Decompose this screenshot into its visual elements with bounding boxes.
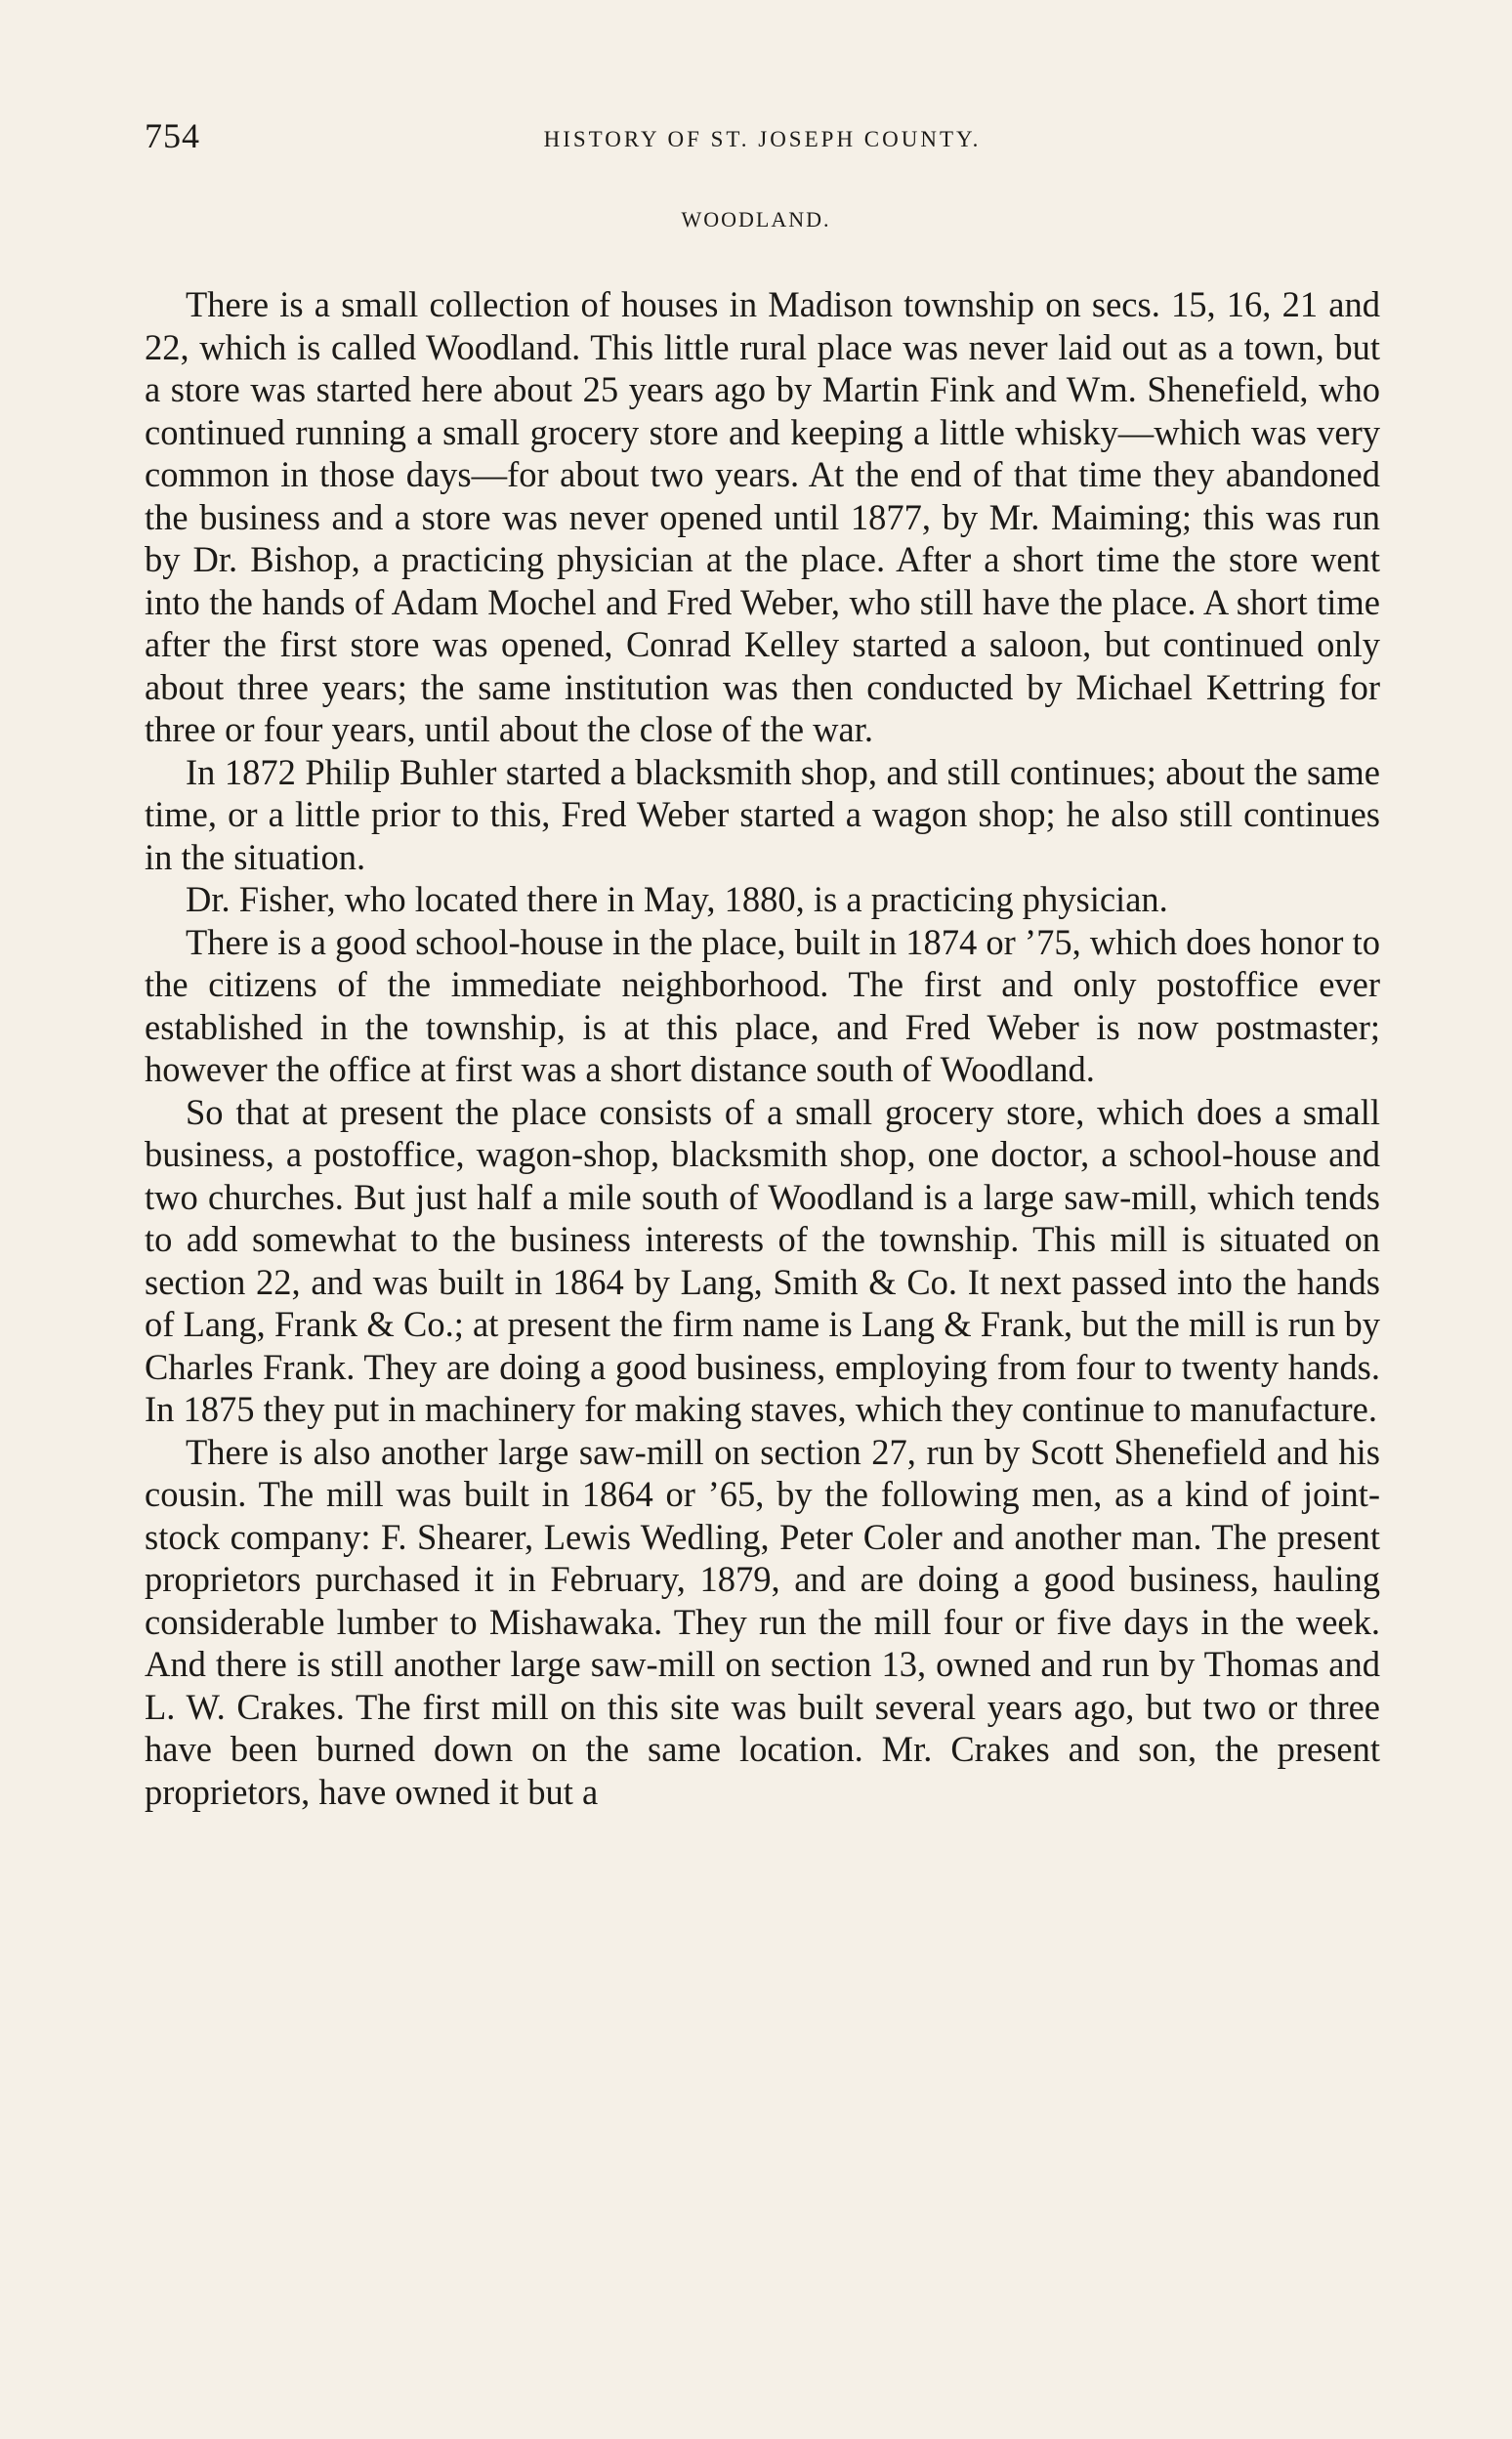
- section-heading: WOODLAND.: [681, 207, 831, 231]
- paragraph: There is a good school-house in the place, built in 1874 or ’75, which does honor to the citizens of the immediate neighborhood. The first and only postoffice ever established in the township, is at this place, and Fred Weber is now postmaster; however the office at first was a short distance south of Woodland.: [145, 921, 1380, 1089]
- paragraph: In 1872 Philip Buhler started a blacksmith shop, and still continues; about the same time, or a little prior to this, Fred Weber started a wagon shop; he also still continues in the situation.: [145, 751, 1380, 877]
- paragraph: Dr. Fisher, who located there in May, 1880, is a practicing physician.: [186, 879, 1168, 919]
- body-text: [145, 283, 1380, 1813]
- page-header: [145, 115, 1380, 164]
- paragraph: There is a small collection of houses in Madison township on secs. 15, 16, 21 and 22, which is called Woodland. This little rural place was never laid out as a town, but a store was started here about 25 years ago by Martin Fink and Wm. Shenefield, who continued running a small grocery store and keeping a little whisky—which was very common in those days—for about two years. At the end of that time they abandoned the business and a store was never opened until 1877, by Mr. Maiming; this was run by Dr. Bishop, a practicing physician at the place. After a short time the store went into the hands of Adam Mochel and Fred Weber, who still have the place. A short time after the first store was opened, Conrad Kelley started a saloon, but continued only about three years; the same institution was then conducted by Michael Kettring for three or four years, until about the close of the war.: [145, 284, 1380, 749]
- page-number: 754: [145, 116, 200, 155]
- paragraph: So that at present the place consists of a small grocery store, which does a small business, a postoffice, wagon-shop, blacksmith shop, one doctor, a school-house and two churches. But just half a mile south of Woodland is a large saw-mill, which tends to add somewhat to the business interests of the township. This mill is situated on section 22, and was built in 1864 by Lang, Smith & Co. It next passed into the hands of Lang, Frank & Co.; at present the firm name is Lang & Frank, but the mill is run by Charles Frank. They are doing a good business, employing from four to twenty hands. In 1875 they put in machinery for making staves, which they continue to manufacture.: [145, 1091, 1380, 1429]
- running-title: HISTORY OF ST. JOSEPH COUNTY.: [543, 127, 982, 151]
- paragraph: There is also another large saw-mill on section 27, run by Scott Shenefield and his cousin. The mill was built in 1864 or ’65, by the following men, as a kind of joint-stock company: F. Shearer, Lewis Wedling, Peter Coler and another man. The present proprietors purchased it in February, 1879, and are doing a good business, hauling considerable lumber to Mishawaka. They run the mill four or five days in the week. And there is still another large saw-mill on section 13, owned and run by Thomas and L. W. Crakes. The first mill on this site was built several years ago, but two or three have been burned down on the same location. Mr. Crakes and son, the present proprietors, have owned it but a: [145, 1431, 1380, 1812]
